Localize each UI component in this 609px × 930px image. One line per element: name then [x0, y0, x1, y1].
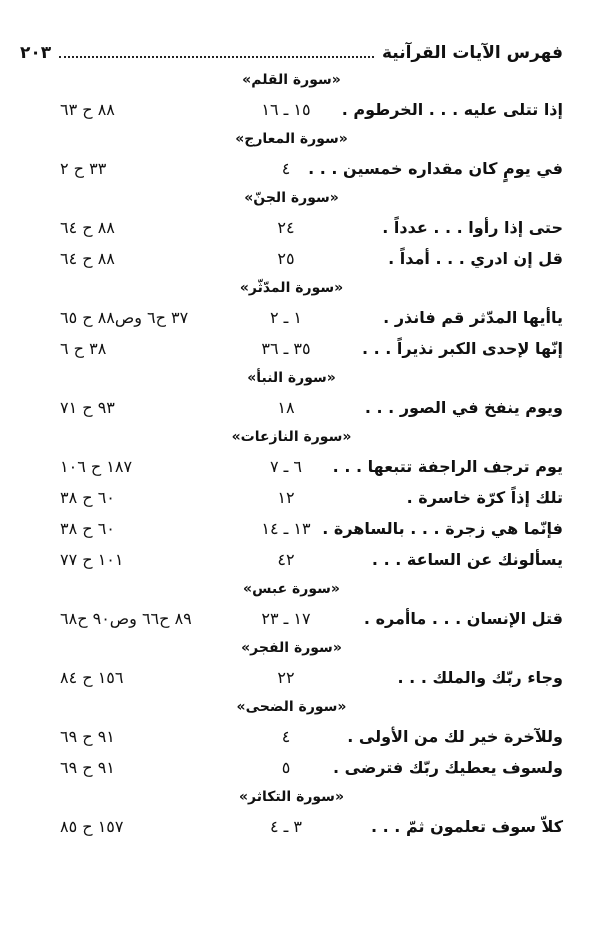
index-entry	[60, 513, 563, 544]
verse-text: يوم ترجف الراجفة تتبعها . . .	[332, 457, 563, 476]
verse-text: قل إن ادري . . . أمداً .	[388, 249, 563, 268]
index-entry	[60, 811, 563, 842]
index-entry	[60, 721, 563, 752]
page-reference: ٣٨ ح ٦	[60, 339, 107, 358]
verse-index	[60, 66, 563, 842]
verse-text: إذا تتلى عليه . . . الخرطوم .	[341, 100, 563, 119]
page-reference: ٦٠ ح ٣٨	[60, 488, 115, 507]
ayah-number: ١ ـ ٢	[269, 308, 303, 327]
ayah-number: ٦ ـ ٧	[269, 457, 303, 476]
verse-text: ياأيها المدّثر قم فانذر .	[383, 308, 563, 327]
surah-heading: «سورة المدّثّر»	[239, 280, 344, 296]
page-reference: ١٨٧ ح ١٠٦	[60, 457, 133, 476]
page-reference: ١٥٧ ح ٨٥	[60, 817, 124, 836]
index-entry	[60, 603, 563, 634]
index-entry	[60, 212, 563, 243]
verse-text: حتى إذا رأوا . . . عدداً .	[382, 218, 563, 237]
verse-text: في يومٍ كان مقداره خمسين . . .	[308, 159, 563, 178]
page-reference: ٦٠ ح ٣٨	[60, 519, 115, 538]
page-header	[20, 40, 563, 66]
surah-heading: «سورة الفجر»	[241, 640, 342, 656]
verse-text: فإنّما هي زجرة . . . بالساهرة .	[322, 519, 563, 538]
page-reference: ٩١ ح ٦٩	[60, 727, 115, 746]
index-entry	[60, 662, 563, 693]
page-reference: ٨٨ ح ٦٣	[60, 100, 115, 119]
page-reference: ٨٨ ح ٦٤	[60, 218, 115, 237]
page-reference: ٩١ ح ٦٩	[60, 758, 115, 777]
ayah-number: ١٧ ـ ٢٣	[261, 609, 311, 628]
surah-heading: «سورة الجنّ»	[244, 190, 339, 206]
verse-text: ولسوف يعطيك ربّك فترضى .	[333, 758, 563, 777]
ayah-number: ٤	[281, 159, 291, 178]
index-entry	[60, 94, 563, 125]
page-reference: ١٠١ ح ٧٧	[60, 550, 124, 569]
page-reference: ٩٣ ح ٧١	[60, 398, 115, 417]
page-reference: ٣٣ ح ٢	[60, 159, 107, 178]
ayah-number: ١٥ ـ ١٦	[261, 100, 311, 119]
ayah-number: ٤٢	[277, 550, 295, 569]
index-entry	[60, 451, 563, 482]
surah-heading: «سورة النبأ»	[247, 370, 336, 386]
verse-text: وللآخرة خير لك من الأولى .	[347, 727, 563, 746]
running-title: فهرس الآيات القرآنية	[381, 43, 563, 63]
ayah-number: ١٢	[277, 488, 295, 507]
verse-text: يسألونك عن الساعة . . .	[371, 550, 563, 569]
ayah-number: ١٣ ـ ١٤	[261, 519, 311, 538]
surah-heading: «سورة القلم»	[242, 72, 341, 88]
index-entry	[60, 333, 563, 364]
index-entry	[60, 544, 563, 575]
ayah-number: ٥	[281, 758, 291, 777]
ayah-number: ٢٤	[277, 218, 295, 237]
page-number: ٢٠٣	[20, 43, 52, 63]
index-entry	[60, 153, 563, 184]
dotted-leader	[59, 56, 374, 58]
surah-heading: «سورة عبس»	[243, 581, 340, 597]
surah-heading: «سورة التكاثر»	[239, 789, 344, 805]
verse-text: تلك إذاً كرّة خاسرة .	[406, 488, 563, 507]
verse-text: وجاء ربّك والملك . . .	[397, 668, 563, 687]
page-reference: ١٥٦ ح ٨٤	[60, 668, 124, 687]
ayah-number: ٢٥	[277, 249, 295, 268]
ayah-number: ٣٥ ـ ٣٦	[261, 339, 311, 358]
index-entry	[60, 752, 563, 783]
ayah-number: ٤	[281, 727, 291, 746]
page-reference: ٣٧ ح٦ وص٨٨ ح ٦٥	[60, 308, 189, 327]
verse-text: كلاّ سوف تعلمون ثمّ . . .	[371, 817, 563, 836]
index-entry	[60, 243, 563, 274]
index-entry	[60, 392, 563, 423]
index-entry	[60, 302, 563, 333]
verse-text: إنّها لإحدى الكبر نذيراً . . .	[361, 339, 563, 358]
page-reference: ٨٨ ح ٦٤	[60, 249, 115, 268]
ayah-number: ٢٢	[277, 668, 295, 687]
ayah-number: ١٨	[277, 398, 295, 417]
verse-text: قتل الإنسان . . . ماأمره .	[363, 609, 563, 628]
surah-heading: «سورة المعارج»	[235, 131, 348, 147]
surah-heading: «سورة النازعات»	[231, 429, 352, 445]
surah-heading: «سورة الضحى»	[236, 699, 347, 715]
ayah-number: ٣ ـ ٤	[269, 817, 303, 836]
verse-text: ويوم ينفخ في الصور . . .	[364, 398, 563, 417]
page-reference: ٨٩ ح٦٦ وص٩٠ ح٦٨	[60, 609, 192, 628]
index-entry	[60, 482, 563, 513]
